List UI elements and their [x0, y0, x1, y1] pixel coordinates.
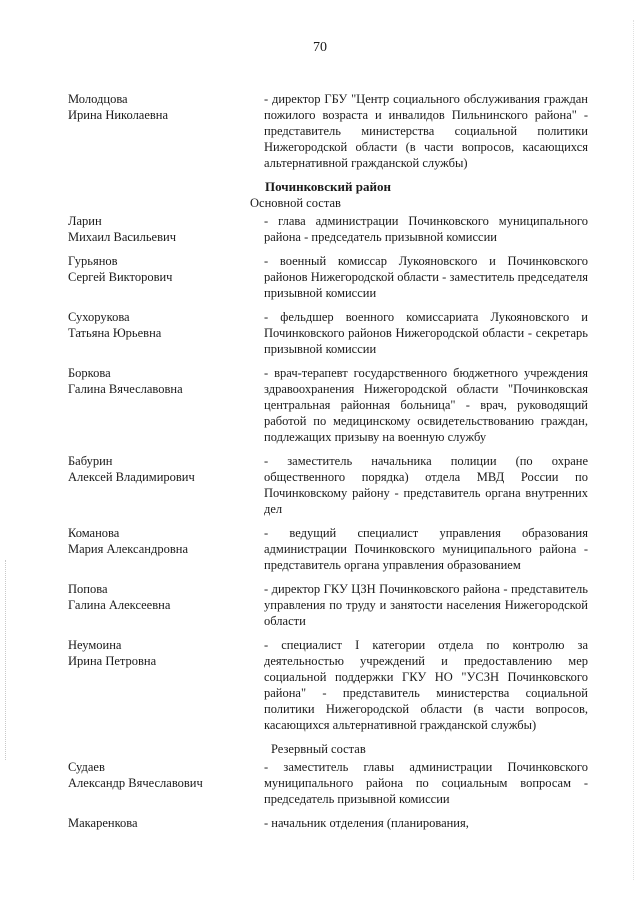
member-name [68, 815, 264, 831]
member-surname: Макаренкова [68, 816, 138, 830]
member-role: - специалист I категории отдела по контролю за деятельностью учреждений и предоставлению мер социальной поддержки ГКУ НО "УСЗН Починковского района" - представитель министерства социальной политики Нижегородской области (в части вопросов, касающихся альтернативной гражданской службы) [264, 638, 588, 732]
member-entry [68, 815, 588, 831]
member-given-name: Ирина Николаевна [68, 108, 169, 122]
member-role: - заместитель начальника полиции (по охране общественного порядка) отдела МВД России по Починковскому району - представитель органа внутренних дел [264, 454, 588, 516]
reserve-composition-heading: Резервный состав [271, 742, 366, 756]
member-role: - заместитель главы администрации Починковского муниципального района по социальным вопросам - председатель призывной комиссии [264, 760, 588, 806]
member-entry [68, 453, 588, 517]
member-name [68, 91, 264, 171]
member-name [68, 581, 264, 629]
member-entry [68, 213, 588, 245]
member-name [68, 365, 264, 445]
member-role: - директор ГКУ ЦЗН Починковского района - представитель управления по труду и занятости населения Нижегородской области [264, 582, 588, 628]
page-number: 70 [313, 40, 327, 55]
member-surname: Молодцова [68, 92, 128, 106]
member-given-name: Галина Вячеславовна [68, 382, 183, 396]
member-given-name: Мария Александровна [68, 542, 188, 556]
member-given-name: Ирина Петровна [68, 654, 157, 668]
member-name [68, 213, 264, 245]
main-composition-heading: Основной состав [250, 196, 341, 210]
scan-edge-mark [5, 560, 7, 760]
member-entry [68, 253, 588, 301]
member-surname: Сухорукова [68, 310, 130, 324]
member-given-name: Михаил Васильевич [68, 230, 176, 244]
member-surname: Ларин [68, 214, 102, 228]
member-name [68, 253, 264, 301]
member-entry [68, 91, 588, 171]
member-role: - директор ГБУ "Центр социального обслуживания граждан пожилого возраста и инвалидов Пильнинского района" - представитель министерства социальной политики Нижегородской области (в части вопросов, касающихся альтернативной гражданской службы) [264, 92, 588, 170]
member-surname: Судаев [68, 760, 105, 774]
member-entry [68, 637, 588, 733]
member-surname: Боркова [68, 366, 111, 380]
member-surname: Попова [68, 582, 108, 596]
member-role: - начальник отделения (планирования, [264, 816, 469, 830]
member-given-name: Сергей Викторович [68, 270, 173, 284]
member-surname: Бабурин [68, 454, 113, 468]
member-entry [68, 525, 588, 573]
member-given-name: Галина Алексеевна [68, 598, 171, 612]
commission-list [68, 91, 588, 839]
member-given-name: Александр Вячеславович [68, 776, 203, 790]
member-surname: Неумоина [68, 638, 122, 652]
member-surname: Гурьянов [68, 254, 118, 268]
member-entry [68, 759, 588, 807]
member-role: - глава администрации Починковского муниципального района - председатель призывной комиссии [264, 214, 588, 244]
member-role: - ведущий специалист управления образования администрации Починковского муниципального района - представитель органа управления образованием [264, 526, 588, 572]
member-name [68, 309, 264, 357]
scan-edge-mark [633, 20, 635, 880]
district-title: Починковский район [265, 179, 391, 194]
member-given-name: Татьяна Юрьевна [68, 326, 162, 340]
member-role: - фельдшер военного комиссариата Лукояновского и Починковского районов Нижегородской области - секретарь призывной комиссии [264, 310, 588, 356]
member-entry [68, 365, 588, 445]
member-name [68, 637, 264, 733]
member-role: - врач-терапевт государственного бюджетного учреждения здравоохранения Нижегородской области "Починковская центральная районная больница" - врач, руководящий работой по медицинскому освидетельствованию граждан, подлежащих призыву на военную службу [264, 366, 588, 444]
member-name [68, 453, 264, 517]
member-role: - военный комиссар Лукояновского и Починковского районов Нижегородской области - заместитель председателя призывной комиссии [264, 254, 588, 300]
member-entry [68, 309, 588, 357]
member-surname: Команова [68, 526, 120, 540]
member-name [68, 759, 264, 807]
member-given-name: Алексей Владимирович [68, 470, 195, 484]
member-name [68, 525, 264, 573]
member-entry [68, 581, 588, 629]
